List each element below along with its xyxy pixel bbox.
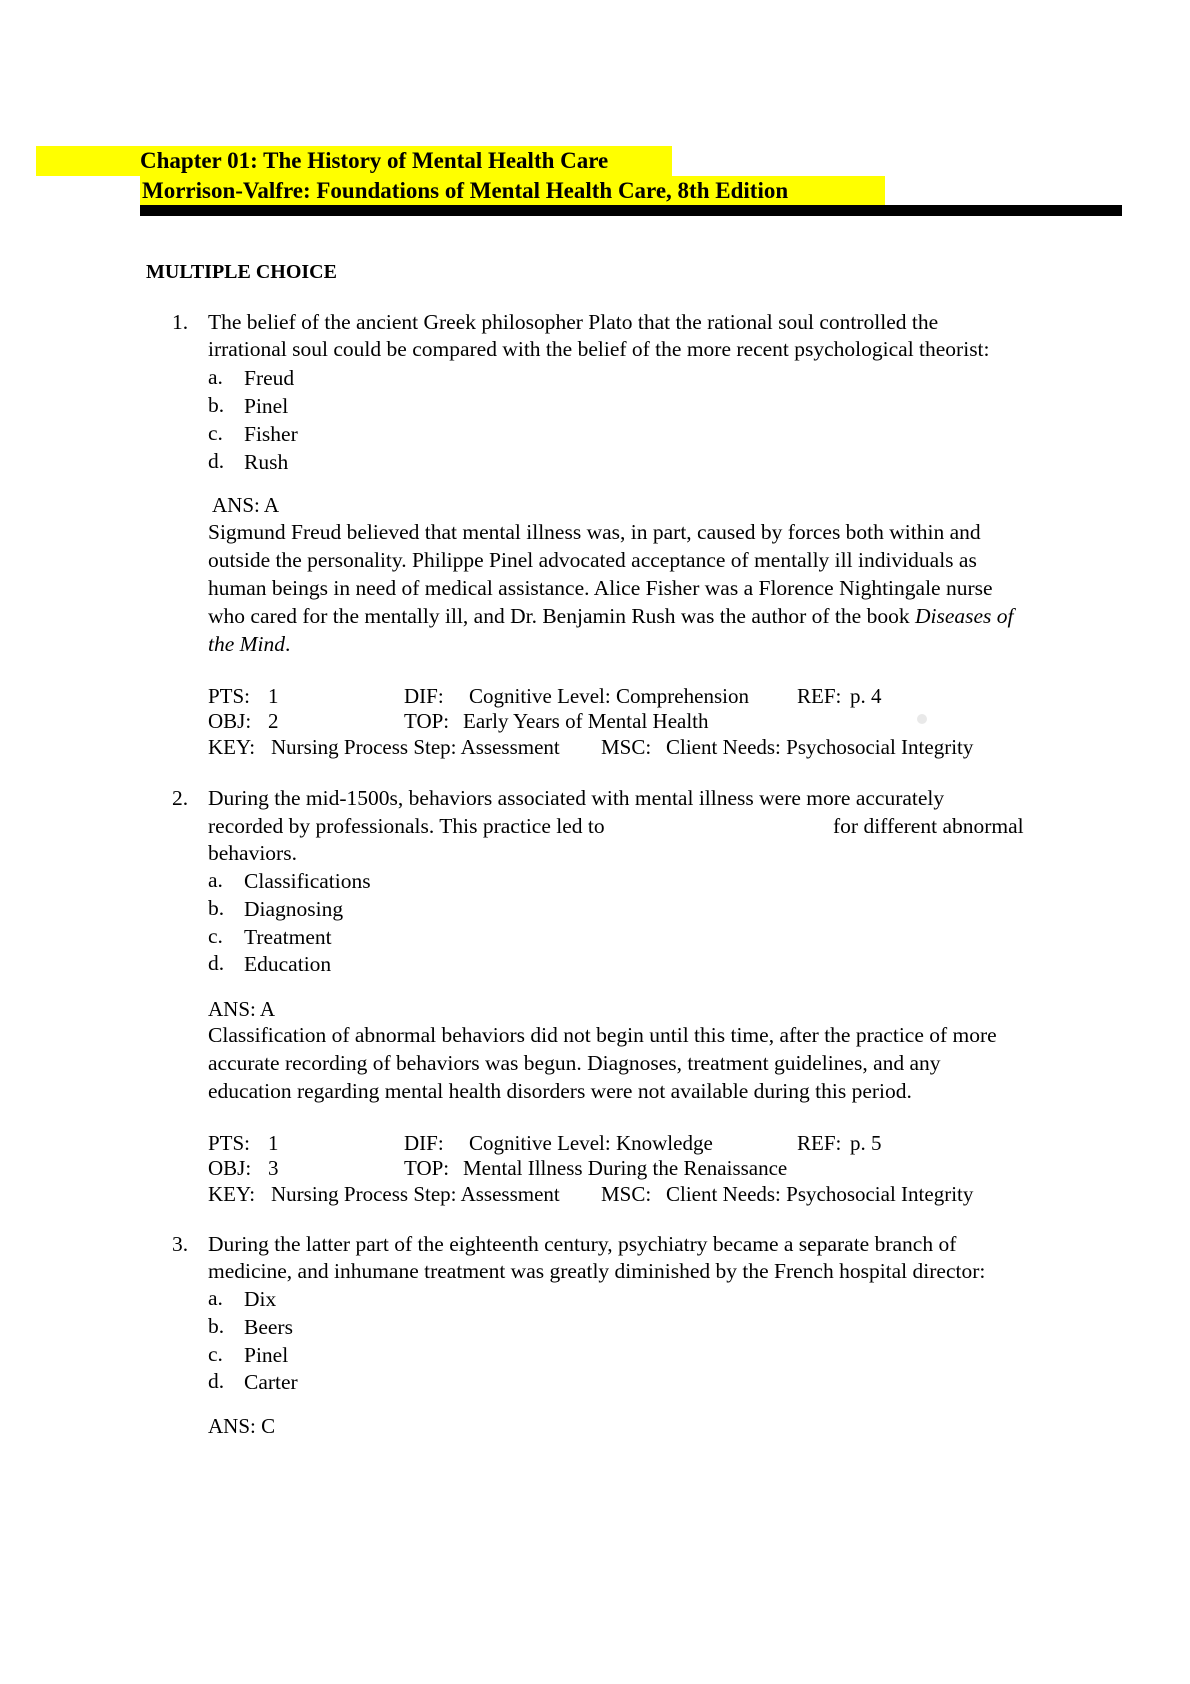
option-letter: d. <box>208 951 225 975</box>
question-stem-line: behaviors. <box>208 841 297 865</box>
pts-value: 1 <box>268 684 279 708</box>
obj-value: 2 <box>268 709 279 733</box>
option-letter: a. <box>208 1286 223 1310</box>
msc-value: Client Needs: Psychosocial Integrity <box>666 735 974 759</box>
option-text: Pinel <box>244 394 289 418</box>
option-text: Classifications <box>244 869 371 893</box>
option-text: Freud <box>244 366 295 390</box>
msc-label: MSC: <box>601 735 652 759</box>
option-letter: b. <box>208 1314 225 1338</box>
pts-value: 1 <box>268 1131 279 1155</box>
ref-label: REF: <box>797 684 842 708</box>
option-text: Carter <box>244 1370 298 1394</box>
option-letter: a. <box>208 868 223 892</box>
ref-label: REF: <box>797 1131 842 1155</box>
obj-label: OBJ: <box>208 709 252 733</box>
option-letter: d. <box>208 449 225 473</box>
option-text: Dix <box>244 1287 277 1311</box>
rationale-line: the Mind. <box>208 632 291 656</box>
obj-value: 3 <box>268 1156 279 1180</box>
rationale-line: education regarding mental health disorders were not available during this period. <box>208 1079 912 1103</box>
rationale-line: Classification of abnormal behaviors did not begin until this time, after the practice of more <box>208 1023 997 1047</box>
top-label: TOP: <box>404 1156 450 1180</box>
key-label: KEY: <box>208 735 256 759</box>
faint-dot <box>917 714 927 724</box>
question-stem-line: During the mid-1500s, behaviors associated with mental illness were more accurately <box>208 786 945 810</box>
question-stem-line: recorded by professionals. This practice led to <box>208 814 605 838</box>
option-letter: c. <box>208 421 223 445</box>
option-text: Rush <box>244 450 289 474</box>
pts-label: PTS: <box>208 1131 251 1155</box>
key-label: KEY: <box>208 1182 256 1206</box>
question-stem-line-end: for different abnormal <box>833 814 1024 838</box>
book-title: Morrison-Valfre: Foundations of Mental Health Care, 8th Edition <box>142 178 789 203</box>
book-title-italic: Diseases of <box>914 604 1014 628</box>
answer: ANS: A <box>208 997 276 1021</box>
question-number: 3. <box>172 1232 189 1256</box>
option-letter: d. <box>208 1369 225 1393</box>
top-value: Mental Illness During the Renaissance <box>463 1156 788 1180</box>
obj-label: OBJ: <box>208 1156 252 1180</box>
question-number: 2. <box>172 786 189 810</box>
dif-value: Cognitive Level: Knowledge <box>469 1131 713 1155</box>
dif-label: DIF: <box>404 1131 444 1155</box>
section-title: MULTIPLE CHOICE <box>146 261 337 283</box>
option-text: Education <box>244 952 332 976</box>
ref-value: p. 4 <box>850 684 882 708</box>
answer: ANS: A <box>212 493 280 517</box>
pts-label: PTS: <box>208 684 251 708</box>
rationale-line: accurate recording of behaviors was begun. Diagnoses, treatment guidelines, and any <box>208 1051 941 1075</box>
top-label: TOP: <box>404 709 450 733</box>
book-title-italic: the Mind <box>208 632 286 656</box>
dif-label: DIF: <box>404 684 444 708</box>
rationale-line: Sigmund Freud believed that mental illness was, in part, caused by forces both within and <box>208 520 981 544</box>
question-stem-line: medicine, and inhumane treatment was greatly diminished by the French hospital director: <box>208 1259 986 1283</box>
rationale-line: outside the personality. Philippe Pinel advocated acceptance of mentally ill individuals as <box>208 548 977 572</box>
option-letter: b. <box>208 393 225 417</box>
msc-value: Client Needs: Psychosocial Integrity <box>666 1182 974 1206</box>
option-text: Beers <box>244 1315 293 1339</box>
answer: ANS: C <box>208 1414 276 1438</box>
option-letter: c. <box>208 1342 223 1366</box>
rationale-line: human beings in need of medical assistance. Alice Fisher was a Florence Nightingale nurse <box>208 576 993 600</box>
option-letter: b. <box>208 896 225 920</box>
key-value: Nursing Process Step: Assessment <box>271 735 560 759</box>
option-letter: a. <box>208 365 223 389</box>
option-text: Treatment <box>244 925 332 949</box>
option-text: Diagnosing <box>244 897 344 921</box>
option-text: Fisher <box>244 422 298 446</box>
header-rule <box>140 205 1122 216</box>
rationale-line: who cared for the mentally ill, and Dr. Benjamin Rush was the author of the book Diseases of <box>208 604 1014 628</box>
question-stem-line: The belief of the ancient Greek philosopher Plato that the rational soul controlled the <box>208 310 939 334</box>
msc-label: MSC: <box>601 1182 652 1206</box>
dif-value: Cognitive Level: Comprehension <box>469 684 749 708</box>
option-text: Pinel <box>244 1343 289 1367</box>
question-stem-line: During the latter part of the eighteenth century, psychiatry became a separate branch of <box>208 1232 957 1256</box>
question-stem-line: irrational soul could be compared with the belief of the more recent psychological theorist: <box>208 337 990 361</box>
ref-value: p. 5 <box>850 1131 882 1155</box>
question-number: 1. <box>172 310 189 334</box>
top-value: Early Years of Mental Health <box>463 709 709 733</box>
key-value: Nursing Process Step: Assessment <box>271 1182 560 1206</box>
chapter-title: Chapter 01: The History of Mental Health Care <box>140 148 609 173</box>
option-letter: c. <box>208 924 223 948</box>
